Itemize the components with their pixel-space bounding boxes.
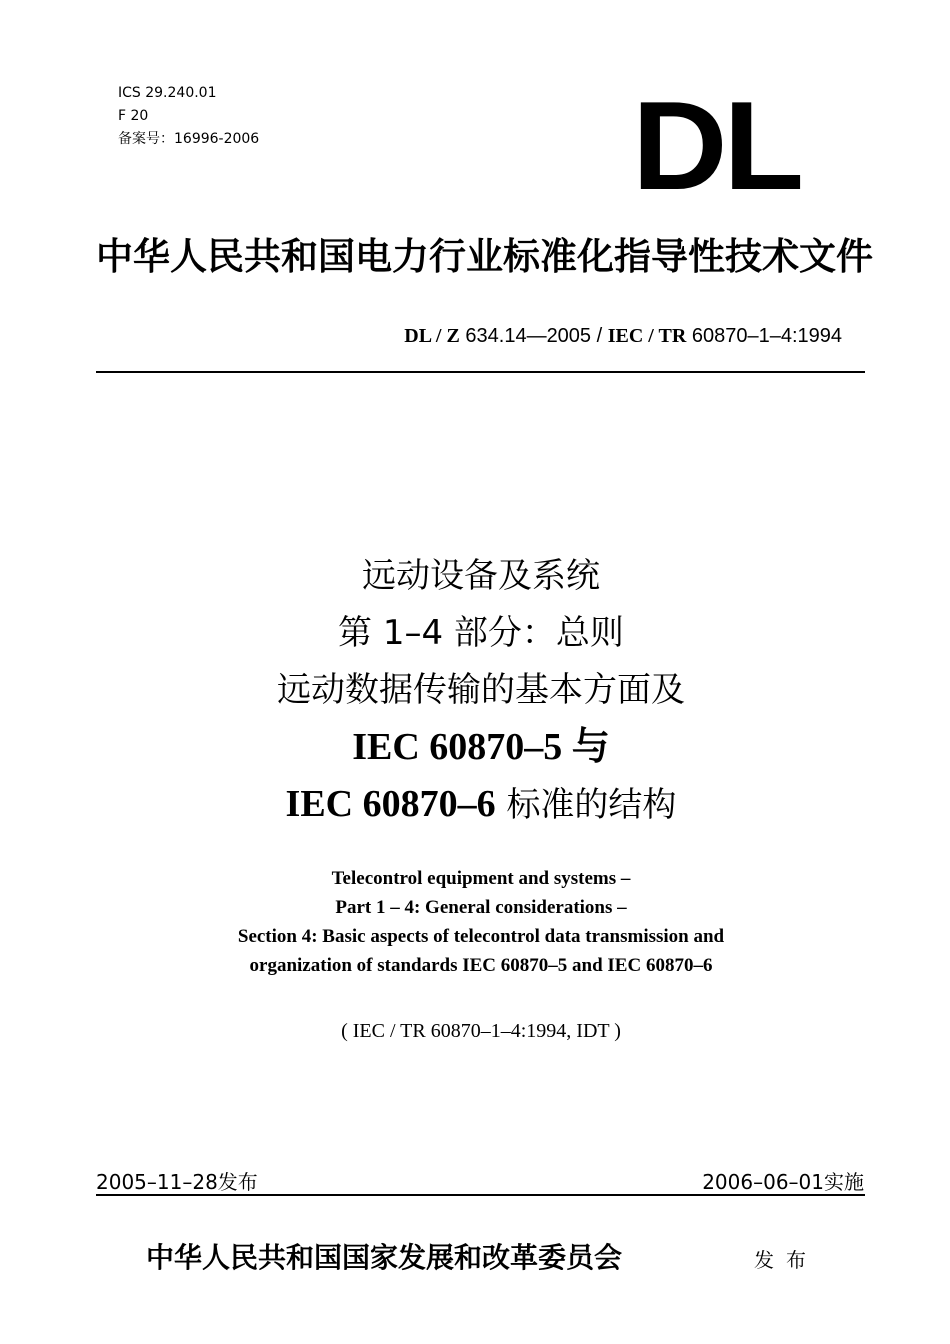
cn-title-line4: IEC 60870–5 与 [352,726,610,768]
issue-label: 发布 [754,1248,818,1272]
equivalence-note: ( IEC / TR 60870–1–4:1994, IDT ) [341,1020,621,1042]
dl-logo: DL [632,75,800,216]
iec-code: 60870–1–4:1994 [691,325,842,347]
ics-code: ICS 29.240.01 [118,85,217,101]
cn-title-line1: 远动设备及系统 [362,556,600,596]
en-title-line3: Section 4: Basic aspects of telecontrol data transmission and [237,926,725,947]
en-title-line1: Telecontrol equipment and systems – [331,868,631,889]
english-title [0,864,950,980]
standard-number [404,325,842,348]
chinese-title [0,548,950,834]
en-title-line2: Part 1 – 4: General considerations – [335,897,627,918]
classification-block [118,82,259,151]
standard-prefix: DL / Z [404,325,460,347]
issue-date: 2005–11–28发布 [96,1170,258,1194]
en-title-line4: organization of standards IEC 60870–5 and IEC 60870–6 [249,955,713,976]
cn-title-line3: 远动数据传输的基本方面及 [277,670,685,710]
publisher-name: 中华人民共和国国家发展和改革委员会 [146,1241,623,1274]
filing-number: 备案号：16996-2006 [118,131,260,147]
header-divider [96,371,865,373]
implement-date: 2006–06–01实施 [702,1170,864,1194]
cn-title-line5-text: 标准的结构 [506,785,677,825]
org-title: 中华人民共和国电力行业标准化指导性技术文件 [96,234,873,278]
footer-divider [96,1194,865,1196]
cn-title-line5-code: IEC 60870–6 [285,783,496,825]
ccs-code: F 20 [118,108,149,124]
cn-title-line2: 第 1–4 部分：总则 [338,613,624,653]
iec-prefix: IEC / TR [607,325,687,347]
cn-title-line5 [0,776,950,834]
standard-code: 634.14—2005 / [465,325,603,347]
